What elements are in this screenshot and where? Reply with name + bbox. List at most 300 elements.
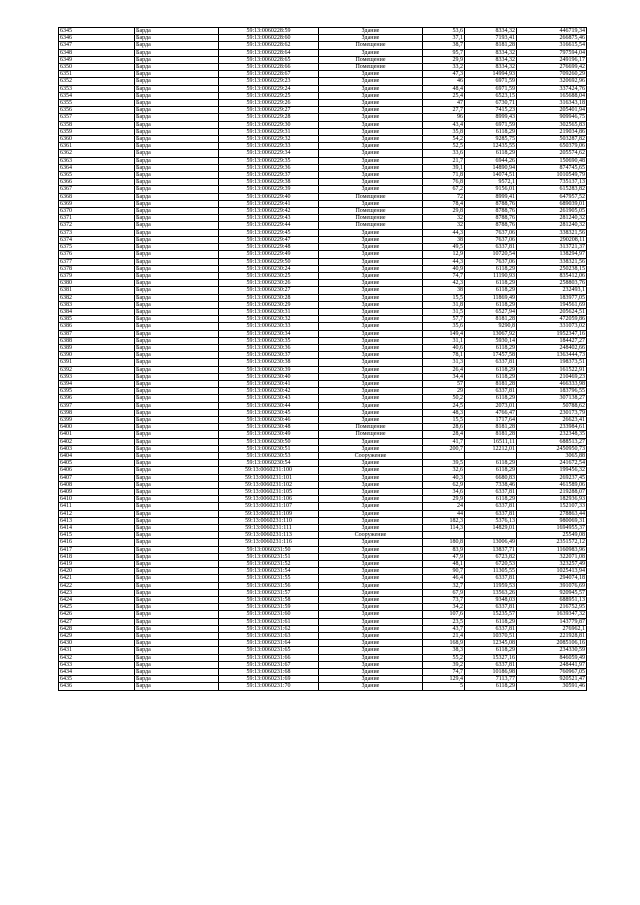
specific-value-cell: 6118,29 [465,344,517,351]
object-type-cell: Здание [319,380,423,387]
object-type-cell: Здание [319,633,423,640]
locality-cell: Барда [135,424,219,431]
locality-cell: Барда [135,272,219,279]
table-row [59,611,587,618]
locality-cell: Барда [135,100,219,107]
row-number-cell: 6365 [59,172,135,179]
cadastral-number-cell: 59:13:0060231:58 [219,597,319,604]
row-number-cell: 6368 [59,193,135,200]
cadastral-value-cell: 615283,82 [517,186,587,193]
area-cell: 48,3 [423,409,465,416]
area-cell: 107,6 [423,611,465,618]
row-number-cell: 6434 [59,669,135,676]
specific-value-cell: 12345,08 [465,640,517,647]
object-type-cell: Здание [319,352,423,359]
locality-cell: Барда [135,251,219,258]
row-number-cell: 6357 [59,114,135,121]
cadastral-number-cell: 59:13:0060230:38 [219,359,319,366]
locality-cell: Барда [135,85,219,92]
cadastral-value-cell: 1639347,32 [517,611,587,618]
object-type-cell: Здание [319,359,423,366]
cadastral-number-cell: 59:13:0060231:67 [219,661,319,668]
area-cell: 74,7 [423,272,465,279]
cadastral-value-cell: 266875,46 [517,35,587,42]
table-row [59,107,587,114]
row-number-cell: 6364 [59,164,135,171]
cadastral-value-cell: 760967,05 [517,669,587,676]
cadastral-value-cell: 248441,97 [517,661,587,668]
area-cell: 149,4 [423,330,465,337]
specific-value-cell: 8334,32 [465,56,517,63]
cadastral-value-cell: 689039,01 [517,200,587,207]
row-number-cell: 6411 [59,503,135,510]
cadastral-value-cell: 50788,62 [517,402,587,409]
cadastral-value-cell: 909946,75 [517,114,587,121]
cadastral-number-cell: 59:13:0060231:55 [219,575,319,582]
cadastral-value-cell: 920521,47 [517,676,587,683]
table-row [59,272,587,279]
cadastral-number-cell: 59:13:0060230:27 [219,287,319,294]
table-row [59,352,587,359]
area-cell: 39,5 [423,460,465,467]
area-cell: 44,3 [423,229,465,236]
cadastral-value-cell: 276699,42 [517,64,587,71]
row-number-cell: 6384 [59,308,135,315]
table-row [59,597,587,604]
locality-cell: Барда [135,589,219,596]
cadastral-number-cell: 59:13:0060230:31 [219,308,319,315]
cadastral-value-cell: 920945,57 [517,589,587,596]
row-number-cell: 6358 [59,121,135,128]
cadastral-value-cell: 205574,62 [517,150,587,157]
cadastral-value-cell: 241672,54 [517,460,587,467]
object-type-cell: Здание [319,647,423,654]
table-row [59,654,587,661]
row-number-cell: 6350 [59,64,135,71]
specific-value-cell: 6118,29 [465,496,517,503]
specific-value-cell: 6720,53 [465,561,517,568]
cadastral-value-cell: 143779,87 [517,618,587,625]
table-row [59,258,587,265]
specific-value-cell: 16511,11 [465,438,517,445]
cadastral-number-cell: 59:13:0060230:37 [219,352,319,359]
locality-cell: Барда [135,553,219,560]
specific-value-cell: 7113,77 [465,676,517,683]
object-type-cell: Здание [319,597,423,604]
object-type-cell: Здание [319,489,423,496]
object-type-cell: Здание [319,49,423,56]
cadastral-value-cell: 205401,94 [517,107,587,114]
locality-cell: Барда [135,683,219,690]
object-type-cell: Здание [319,323,423,330]
table-row [59,546,587,553]
row-number-cell: 6425 [59,604,135,611]
specific-value-cell: 8334,32 [465,64,517,71]
row-number-cell: 6395 [59,388,135,395]
specific-value-cell: 14074,51 [465,172,517,179]
cadastral-number-cell: 59:13:0060229:36 [219,164,319,171]
specific-value-cell: 8181,28 [465,42,517,49]
cadastral-value-cell: 391076,69 [517,582,587,589]
table-row [59,481,587,488]
specific-value-cell: 15235,57 [465,611,517,618]
row-number-cell: 6406 [59,467,135,474]
locality-cell: Барда [135,409,219,416]
locality-cell: Барда [135,640,219,647]
cadastral-value-cell: 307138,27 [517,395,587,402]
object-type-cell: Здание [319,200,423,207]
locality-cell: Барда [135,604,219,611]
cadastral-number-cell: 59:13:0060229:49 [219,251,319,258]
locality-cell: Барда [135,78,219,85]
table-row [59,510,587,517]
locality-cell: Барда [135,186,219,193]
locality-cell: Барда [135,611,219,618]
table-row [59,344,587,351]
cadastral-number-cell: 59:13:0060231:56 [219,582,319,589]
cadastral-value-cell: 30591,46 [517,683,587,690]
locality-cell: Барда [135,28,219,35]
specific-value-cell: 13067,92 [465,330,517,337]
row-number-cell: 6369 [59,200,135,207]
cadastral-number-cell: 59:13:0060231:65 [219,647,319,654]
table-row [59,416,587,423]
specific-value-cell: 6118,29 [465,301,517,308]
cadastral-value-cell: 446719,34 [517,28,587,35]
table-row [59,604,587,611]
table-row [59,337,587,344]
cadastral-number-cell: 59:13:0060231:107 [219,503,319,510]
row-number-cell: 6352 [59,78,135,85]
cadastral-value-cell: 219288,07 [517,489,587,496]
specific-value-cell: 6118,29 [465,150,517,157]
object-type-cell: Здание [319,366,423,373]
area-cell: 52,5 [423,143,465,150]
row-number-cell: 6404 [59,452,135,459]
area-cell: 38,3 [423,647,465,654]
row-number-cell: 6388 [59,337,135,344]
table-row [59,287,587,294]
object-type-cell: Здание [319,308,423,315]
cadastral-value-cell: 1952347,16 [517,330,587,337]
table-row [59,49,587,56]
locality-cell: Барда [135,316,219,323]
cadastral-number-cell: 59:13:0060228:60 [219,35,319,42]
area-cell: 33,6 [423,150,465,157]
cadastral-number-cell: 59:13:0060229:47 [219,236,319,243]
area-cell: 200,7 [423,445,465,452]
locality-cell: Барда [135,460,219,467]
cadastral-number-cell: 59:13:0060231:102 [219,481,319,488]
object-type-cell: Здание [319,525,423,532]
specific-value-cell: 9348,03 [465,597,517,604]
locality-cell: Барда [135,445,219,452]
object-type-cell: Здание [319,107,423,114]
cadastral-value-cell: 194561,69 [517,301,587,308]
cadastral-value-cell: 276962,1 [517,625,587,632]
row-number-cell: 6396 [59,395,135,402]
locality-cell: Барда [135,280,219,287]
row-number-cell: 6394 [59,380,135,387]
object-type-cell: Здание [319,654,423,661]
locality-cell: Барда [135,467,219,474]
area-cell: 78,1 [423,352,465,359]
table-row [59,640,587,647]
table-row [59,496,587,503]
locality-cell: Барда [135,633,219,640]
cadastral-value-cell: 472059,86 [517,316,587,323]
cadastral-value-cell: 281240,32 [517,215,587,222]
specific-value-cell [465,532,517,539]
row-number-cell: 6382 [59,294,135,301]
row-number-cell: 6412 [59,510,135,517]
table-row [59,330,587,337]
table-row [59,200,587,207]
row-number-cell: 6370 [59,208,135,215]
cadastral-number-cell: 59:13:0060230:54 [219,460,319,467]
object-type-cell: Здание [319,229,423,236]
area-cell: 27,7 [423,107,465,114]
cadastral-number-cell: 59:13:0060230:46 [219,416,319,423]
cadastral-number-cell: 59:13:0060229:25 [219,92,319,99]
specific-value-cell: 10720,54 [465,251,517,258]
row-number-cell: 6402 [59,438,135,445]
locality-cell: Барда [135,200,219,207]
cadastral-number-cell: 59:13:0060230:25 [219,272,319,279]
specific-value-cell: 6118,29 [465,128,517,135]
specific-value-cell: 6118,29 [465,280,517,287]
row-number-cell: 6345 [59,28,135,35]
specific-value-cell: 6337,81 [465,244,517,251]
area-cell: 62,9 [423,481,465,488]
cadastral-value-cell: 233984,61 [517,424,587,431]
table-row [59,669,587,676]
table-row [59,503,587,510]
cadastral-number-cell: 59:13:0060229:24 [219,85,319,92]
area-cell: 32 [423,222,465,229]
table-row [59,229,587,236]
locality-cell: Барда [135,352,219,359]
cadastral-value-cell: 150690,48 [517,157,587,164]
table-row [59,568,587,575]
cadastral-number-cell: 59:13:0060231:116 [219,539,319,546]
row-number-cell: 6407 [59,474,135,481]
locality-cell: Барда [135,416,219,423]
object-type-cell: Здание [319,611,423,618]
cadastral-value-cell: 980069,31 [517,517,587,524]
object-type-cell: Здание [319,280,423,287]
table-row [59,525,587,532]
locality-cell: Барда [135,539,219,546]
row-number-cell: 6426 [59,611,135,618]
object-type-cell: Здание [319,661,423,668]
row-number-cell: 6354 [59,92,135,99]
cadastral-number-cell: 59:13:0060229:27 [219,107,319,114]
cadastral-number-cell: 59:13:0060230:36 [219,344,319,351]
cadastral-value-cell: 2351572,12 [517,539,587,546]
area-cell: 47,9 [423,553,465,560]
area-cell: 24 [423,503,465,510]
cadastral-number-cell: 59:13:0060231:68 [219,669,319,676]
cadastral-number-cell: 59:13:0060229:35 [219,157,319,164]
row-number-cell: 6423 [59,589,135,596]
area-cell: 47 [423,100,465,107]
area-cell: 43,4 [423,121,465,128]
cadastral-number-cell: 59:13:0060230:28 [219,294,319,301]
table-row [59,308,587,315]
cadastral-value-cell: 184427,27 [517,337,587,344]
table-row [59,114,587,121]
area-cell: 23,5 [423,618,465,625]
locality-cell: Барда [135,669,219,676]
cadastral-value-cell: 182936,93 [517,496,587,503]
locality-cell: Барда [135,308,219,315]
specific-value-cell: 17457,58 [465,352,517,359]
table-row [59,35,587,42]
specific-value-cell: 13006,49 [465,539,517,546]
row-number-cell: 6375 [59,244,135,251]
object-type-cell: Здание [319,395,423,402]
object-type-cell: Здание [319,445,423,452]
object-type-cell: Помещение [319,64,423,71]
area-cell: 71,8 [423,172,465,179]
object-type-cell: Здание [319,330,423,337]
cadastral-value-cell: 709260,29 [517,71,587,78]
table-row [59,402,587,409]
table-row [59,452,587,459]
table-row [59,121,587,128]
area-cell: 95,7 [423,49,465,56]
object-type-cell: Здание [319,114,423,121]
cadastral-number-cell: 59:13:0060229:37 [219,172,319,179]
row-number-cell: 6398 [59,409,135,416]
specific-value-cell: 14890,94 [465,164,517,171]
object-type-cell: Здание [319,71,423,78]
cadastral-number-cell: 59:13:0060229:42 [219,208,319,215]
row-number-cell: 6391 [59,359,135,366]
table-row [59,301,587,308]
area-cell: 76,8 [423,179,465,186]
locality-cell: Барда [135,56,219,63]
object-type-cell: Здание [319,186,423,193]
cadastral-number-cell: 59:13:0060231:54 [219,568,319,575]
cadastral-value-cell: 688951,13 [517,597,587,604]
table-row [59,179,587,186]
object-type-cell: Здание [319,402,423,409]
cadastral-value-cell: 230173,79 [517,409,587,416]
table-row [59,388,587,395]
area-cell [423,452,465,459]
locality-cell: Барда [135,661,219,668]
object-type-cell: Здание [319,561,423,568]
cadastral-value-cell: 232348,35 [517,431,587,438]
cadastral-number-cell: 59:13:0060230:45 [219,409,319,416]
object-type-cell: Здание [319,683,423,690]
locality-cell: Барда [135,525,219,532]
cadastral-number-cell: 59:13:0060231:61 [219,618,319,625]
area-cell: 44,3 [423,258,465,265]
object-type-cell: Здание [319,78,423,85]
cadastral-number-cell: 59:13:0060230:33 [219,323,319,330]
cadastral-value-cell: 161522,91 [517,366,587,373]
cadastral-number-cell: 59:13:0060228:65 [219,56,319,63]
locality-cell: Барда [135,647,219,654]
area-cell: 168,9 [423,640,465,647]
row-number-cell: 6424 [59,597,135,604]
table-row [59,395,587,402]
row-number-cell: 6432 [59,654,135,661]
locality-cell: Барда [135,244,219,251]
specific-value-cell: 6523,15 [465,92,517,99]
row-number-cell: 6346 [59,35,135,42]
row-number-cell: 6435 [59,676,135,683]
object-type-cell: Здание [319,503,423,510]
specific-value-cell: 8999,41 [465,193,517,200]
cadastral-number-cell: 59:13:0060229:43 [219,215,319,222]
row-number-cell: 6431 [59,647,135,654]
row-number-cell: 6348 [59,49,135,56]
object-type-cell: Здание [319,582,423,589]
row-number-cell: 6355 [59,100,135,107]
row-number-cell: 6385 [59,316,135,323]
specific-value-cell: 8788,76 [465,215,517,222]
cadastral-value-cell: 269237,45 [517,474,587,481]
table-row [59,424,587,431]
cadastral-number-cell: 59:13:0060231:60 [219,611,319,618]
row-number-cell: 6416 [59,539,135,546]
table-row [59,42,587,49]
object-type-cell: Помещение [319,431,423,438]
specific-value-cell: 7637,06 [465,229,517,236]
cadastral-number-cell: 59:13:0060229:32 [219,136,319,143]
object-type-cell: Помещение [319,42,423,49]
cadastral-number-cell: 59:13:0060229:28 [219,114,319,121]
object-type-cell: Здание [319,150,423,157]
area-cell: 26,4 [423,366,465,373]
cadastral-number-cell: 59:13:0060230:40 [219,373,319,380]
cadastral-number-cell: 59:13:0060231:51 [219,553,319,560]
specific-value-cell: 6971,59 [465,85,517,92]
object-type-cell: Здание [319,337,423,344]
object-type-cell: Здание [319,157,423,164]
area-cell: 29,9 [423,496,465,503]
specific-value-cell: 6337,81 [465,604,517,611]
area-cell: 48,1 [423,561,465,568]
row-number-cell: 6361 [59,143,135,150]
specific-value-cell: 9572,1 [465,179,517,186]
object-type-cell: Здание [319,460,423,467]
cadastral-number-cell: 59:13:0060229:45 [219,229,319,236]
specific-value-cell: 6337,81 [465,510,517,517]
cadastral-value-cell: 835412,06 [517,272,587,279]
object-type-cell: Помещение [319,193,423,200]
row-number-cell: 6378 [59,265,135,272]
locality-cell: Барда [135,265,219,272]
cadastral-number-cell: 59:13:0060230:43 [219,395,319,402]
object-type-cell: Здание [319,467,423,474]
locality-cell: Барда [135,49,219,56]
row-number-cell: 6371 [59,215,135,222]
area-cell [423,532,465,539]
row-number-cell: 6367 [59,186,135,193]
area-cell: 34,4 [423,373,465,380]
specific-value-cell: 6118,29 [465,618,517,625]
object-type-cell: Здание [319,669,423,676]
row-number-cell: 6401 [59,431,135,438]
locality-cell: Барда [135,359,219,366]
area-cell: 33,2 [423,64,465,71]
cadastral-number-cell: 59:13:0060231:105 [219,489,319,496]
